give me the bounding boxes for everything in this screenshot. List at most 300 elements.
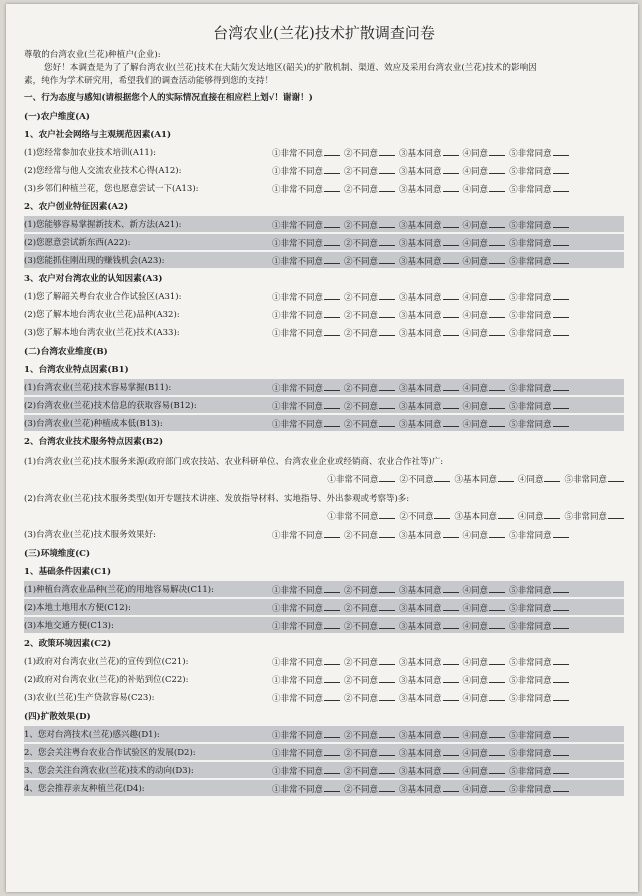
rating-option-label: ③基本同意 [399,220,442,231]
rating-option-4[interactable] [463,381,506,394]
rating-option-3[interactable] [399,583,459,596]
rating-option-label: ⑤非常同意 [509,401,552,412]
answer-blank[interactable] [489,164,505,174]
answer-blank[interactable] [379,399,395,409]
rating-option-4[interactable] [463,399,506,412]
rating-option-2[interactable] [344,254,395,267]
answer-blank[interactable] [443,182,459,192]
answer-blank[interactable] [324,691,340,701]
rating-option-label: ①非常不同意 [327,511,379,522]
rating-option-1[interactable] [272,326,340,339]
rating-option-label: ④同意 [462,748,489,759]
question-label: (2)政府对台湾农业(兰花)的补贴到位(C22): [24,675,189,685]
rating-option-3[interactable] [399,601,459,614]
rating-option-2[interactable] [344,528,395,541]
rating-scale [272,399,569,412]
answer-blank[interactable] [324,182,340,192]
answer-blank[interactable] [379,764,395,774]
question-row [24,762,624,778]
rating-option-1[interactable] [272,782,340,795]
answer-blank[interactable] [553,182,569,192]
question-label: 3、您会关注台湾农业(兰花)技术的动向(D3): [24,766,194,776]
rating-option-1[interactable] [272,399,340,412]
answer-blank[interactable] [553,399,569,409]
rating-option-5[interactable] [509,236,569,249]
answer-blank[interactable] [379,146,395,156]
answer-blank[interactable] [379,655,395,665]
rating-option-3[interactable] [399,673,459,686]
rating-option-2[interactable] [344,782,395,795]
question-row [24,288,624,304]
rating-option-2[interactable] [344,326,395,339]
rating-option-5[interactable] [509,673,569,686]
rating-option-5[interactable] [509,619,569,632]
rating-option-1[interactable] [272,381,340,394]
answer-blank[interactable] [489,728,505,738]
answer-blank[interactable] [608,472,624,482]
answer-blank[interactable] [443,619,459,629]
answer-blank[interactable] [553,254,569,264]
answer-blank[interactable] [379,782,395,792]
rating-option-2[interactable] [344,655,395,668]
answer-blank[interactable] [443,655,459,665]
rating-option-4[interactable] [463,326,506,339]
rating-option-4[interactable] [463,218,506,231]
answer-blank[interactable] [489,182,505,192]
rating-option-4[interactable] [518,472,561,485]
rating-option-4[interactable] [463,308,506,321]
rating-option-4[interactable] [463,728,506,741]
answer-blank[interactable] [489,146,505,156]
b1-rows [24,379,624,431]
rating-option-5[interactable] [509,326,569,339]
answer-blank[interactable] [489,782,505,792]
rating-option-5[interactable] [509,182,569,195]
answer-blank[interactable] [553,746,569,756]
answer-blank[interactable] [553,619,569,629]
rating-option-5[interactable] [509,728,569,741]
rating-option-label: ⑤非常同意 [509,784,552,795]
answer-blank[interactable] [379,528,395,538]
answer-blank[interactable] [498,509,514,519]
answer-blank[interactable] [443,746,459,756]
answer-blank[interactable] [434,472,450,482]
rating-option-label: ④同意 [462,383,489,394]
answer-blank[interactable] [489,381,505,391]
rating-option-4[interactable] [463,673,506,686]
rating-option-2[interactable] [399,472,450,485]
rating-option-1[interactable] [272,746,340,759]
answer-blank[interactable] [379,308,395,318]
rating-option-label: ④同意 [517,474,544,485]
answer-blank[interactable] [379,164,395,174]
rating-option-3[interactable] [454,472,514,485]
answer-blank[interactable] [379,728,395,738]
rating-option-5[interactable] [509,381,569,394]
answer-blank[interactable] [379,601,395,611]
rating-option-label: ③基本同意 [399,166,442,177]
rating-option-3[interactable] [399,746,459,759]
answer-blank[interactable] [553,417,569,427]
questionnaire-content [24,22,624,798]
rating-option-2[interactable] [344,746,395,759]
answer-blank[interactable] [379,290,395,300]
rating-option-2[interactable] [344,691,395,704]
answer-blank[interactable] [443,764,459,774]
answer-blank[interactable] [324,254,340,264]
rating-option-1[interactable] [327,509,395,522]
answer-blank[interactable] [324,764,340,774]
answer-blank[interactable] [324,308,340,318]
rating-option-label: ④同意 [462,675,489,686]
rating-option-1[interactable] [272,619,340,632]
answer-blank[interactable] [324,673,340,683]
answer-blank[interactable] [489,601,505,611]
rating-option-label: ⑤非常同意 [509,310,552,321]
answer-blank[interactable] [443,254,459,264]
answer-blank[interactable] [553,290,569,300]
answer-blank[interactable] [553,218,569,228]
answer-blank[interactable] [489,218,505,228]
rating-option-1[interactable] [327,472,395,485]
rating-option-2[interactable] [344,218,395,231]
question-label: (1)台湾农业(兰花)技术容易掌握(B11): [24,383,172,393]
rating-scale [272,619,569,632]
rating-option-2[interactable] [344,399,395,412]
rating-option-5[interactable] [509,290,569,303]
rating-option-5[interactable] [509,655,569,668]
rating-option-label: ⑤非常同意 [509,748,552,759]
rating-option-1[interactable] [272,655,340,668]
rating-option-label: ①非常不同意 [272,256,324,267]
rating-option-3[interactable] [399,236,459,249]
rating-option-1[interactable] [272,764,340,777]
rating-option-label: ①非常不同意 [272,310,324,321]
rating-option-label: ④同意 [462,530,489,541]
rating-option-4[interactable] [463,782,506,795]
rating-option-4[interactable] [463,164,506,177]
rating-option-4[interactable] [463,146,506,159]
rating-option-label: ②不同意 [344,675,379,686]
rating-option-label: ①非常不同意 [272,328,324,339]
rating-option-5[interactable] [564,472,624,485]
answer-blank[interactable] [553,528,569,538]
rating-option-1[interactable] [272,254,340,267]
answer-blank[interactable] [324,601,340,611]
answer-blank[interactable] [324,619,340,629]
answer-blank[interactable] [324,326,340,336]
answer-blank[interactable] [379,509,395,519]
rating-option-3[interactable] [399,528,459,541]
rating-option-4[interactable] [463,182,506,195]
answer-blank[interactable] [443,164,459,174]
rating-option-5[interactable] [509,764,569,777]
answer-blank[interactable] [379,472,395,482]
answer-blank[interactable] [443,583,459,593]
answer-blank[interactable] [379,326,395,336]
answer-blank[interactable] [489,764,505,774]
rating-option-2[interactable] [399,509,450,522]
rating-option-4[interactable] [463,746,506,759]
rating-option-3[interactable] [399,764,459,777]
rating-option-2[interactable] [344,182,395,195]
rating-option-label: ③基本同意 [454,511,497,522]
rating-option-4[interactable] [463,691,506,704]
answer-blank[interactable] [379,381,395,391]
rating-option-3[interactable] [399,308,459,321]
rating-option-1[interactable] [272,290,340,303]
rating-option-4[interactable] [463,254,506,267]
answer-blank[interactable] [553,691,569,701]
answer-blank[interactable] [553,164,569,174]
answer-blank[interactable] [443,601,459,611]
answer-blank[interactable] [324,782,340,792]
part1-title: 一、行为态度与感知(请根据您个人的实际情况直接在相应栏上划√！谢谢！) [24,93,313,103]
answer-blank[interactable] [489,583,505,593]
answer-blank[interactable] [489,691,505,701]
rating-option-2[interactable] [344,164,395,177]
rating-option-1[interactable] [272,308,340,321]
answer-blank[interactable] [443,691,459,701]
answer-blank[interactable] [434,509,450,519]
rating-option-5[interactable] [509,691,569,704]
rating-option-3[interactable] [399,691,459,704]
rating-option-1[interactable] [272,236,340,249]
rating-option-4[interactable] [463,417,506,430]
rating-option-3[interactable] [399,728,459,741]
rating-option-label: ①非常不同意 [272,730,324,741]
answer-blank[interactable] [379,236,395,246]
rating-option-1[interactable] [272,218,340,231]
rating-option-3[interactable] [399,417,459,430]
answer-blank[interactable] [443,381,459,391]
question-row [24,162,624,178]
rating-option-3[interactable] [399,399,459,412]
rating-option-3[interactable] [454,509,514,522]
rating-option-2[interactable] [344,619,395,632]
greeting: 尊敬的台湾农业(兰花)种植户(企业): [24,50,161,60]
answer-blank[interactable] [443,326,459,336]
answer-blank[interactable] [553,764,569,774]
answer-blank[interactable] [324,583,340,593]
question-label: 1、您对台湾技术(兰花)感兴趣(D1): [24,730,160,740]
answer-blank[interactable] [489,236,505,246]
rating-option-3[interactable] [399,164,459,177]
answer-blank[interactable] [489,619,505,629]
answer-blank[interactable] [379,254,395,264]
answer-blank[interactable] [544,472,560,482]
answer-blank[interactable] [324,746,340,756]
answer-blank[interactable] [553,673,569,683]
question-label: (1)种植台湾农业品种(兰花)的用地容易解决(C11): [24,585,214,595]
answer-blank[interactable] [489,655,505,665]
rating-option-1[interactable] [272,528,340,541]
answer-blank[interactable] [544,509,560,519]
rating-option-2[interactable] [344,146,395,159]
answer-blank[interactable] [553,381,569,391]
question-row [24,234,624,250]
answer-blank[interactable] [443,236,459,246]
rating-option-1[interactable] [272,601,340,614]
answer-blank[interactable] [489,417,505,427]
answer-blank[interactable] [443,417,459,427]
answer-blank[interactable] [324,381,340,391]
answer-blank[interactable] [324,290,340,300]
answer-blank[interactable] [379,417,395,427]
rating-option-3[interactable] [399,182,459,195]
answer-blank[interactable] [553,728,569,738]
rating-option-4[interactable] [463,290,506,303]
rating-option-label: ③基本同意 [399,328,442,339]
rating-option-3[interactable] [399,254,459,267]
rating-option-5[interactable] [509,417,569,430]
rating-option-1[interactable] [272,164,340,177]
rating-option-2[interactable] [344,583,395,596]
rating-option-2[interactable] [344,601,395,614]
rating-option-5[interactable] [509,218,569,231]
rating-option-2[interactable] [344,308,395,321]
rating-option-5[interactable] [509,583,569,596]
answer-blank[interactable] [553,308,569,318]
answer-blank[interactable] [489,308,505,318]
answer-blank[interactable] [443,146,459,156]
answer-blank[interactable] [489,326,505,336]
answer-blank[interactable] [379,746,395,756]
answer-blank[interactable] [324,655,340,665]
answer-blank[interactable] [379,691,395,701]
answer-blank[interactable] [553,782,569,792]
answer-blank[interactable] [553,326,569,336]
question-label: (3)台湾农业(兰花)种植成本低(B13): [24,419,163,429]
answer-blank[interactable] [489,399,505,409]
rating-option-4[interactable] [463,655,506,668]
answer-blank[interactable] [608,509,624,519]
rating-option-4[interactable] [518,509,561,522]
rating-option-2[interactable] [344,764,395,777]
answer-blank[interactable] [324,728,340,738]
rating-option-3[interactable] [399,290,459,303]
rating-option-5[interactable] [509,601,569,614]
rating-option-3[interactable] [399,218,459,231]
answer-blank[interactable] [443,782,459,792]
rating-option-1[interactable] [272,728,340,741]
answer-blank[interactable] [324,417,340,427]
answer-blank[interactable] [443,308,459,318]
answer-blank[interactable] [324,528,340,538]
rating-option-1[interactable] [272,417,340,430]
answer-blank[interactable] [553,146,569,156]
rating-option-4[interactable] [463,583,506,596]
answer-blank[interactable] [553,236,569,246]
rating-option-label: ②不同意 [344,748,379,759]
rating-option-5[interactable] [509,528,569,541]
rating-option-5[interactable] [509,254,569,267]
rating-option-4[interactable] [463,764,506,777]
rating-option-5[interactable] [509,308,569,321]
answer-blank[interactable] [379,619,395,629]
question-row [24,671,624,687]
answer-blank[interactable] [379,583,395,593]
answer-blank[interactable] [443,728,459,738]
rating-option-1[interactable] [272,182,340,195]
answer-blank[interactable] [489,673,505,683]
rating-option-5[interactable] [509,782,569,795]
rating-option-2[interactable] [344,236,395,249]
answer-blank[interactable] [553,601,569,611]
answer-blank[interactable] [324,218,340,228]
rating-option-2[interactable] [344,673,395,686]
answer-blank[interactable] [379,218,395,228]
answer-blank[interactable] [443,399,459,409]
rating-option-1[interactable] [272,583,340,596]
rating-option-4[interactable] [463,528,506,541]
answer-blank[interactable] [553,583,569,593]
rating-option-3[interactable] [399,782,459,795]
answer-blank[interactable] [489,746,505,756]
question-row [24,144,624,160]
rating-option-3[interactable] [399,146,459,159]
answer-blank[interactable] [443,290,459,300]
answer-blank[interactable] [379,182,395,192]
rating-option-1[interactable] [272,673,340,686]
rating-option-1[interactable] [272,691,340,704]
answer-blank[interactable] [324,236,340,246]
rating-option-5[interactable] [509,399,569,412]
b2-question-1: (1)台湾农业(兰花)技术服务来源(政府部门或农技站、农业科研单位、台湾农业企业或经销商、农业合作社等)广: [24,457,444,467]
rating-option-3[interactable] [399,326,459,339]
answer-blank[interactable] [379,673,395,683]
question-row [24,379,624,395]
rating-option-4[interactable] [463,601,506,614]
rating-scale [272,782,569,795]
answer-blank[interactable] [498,472,514,482]
rating-option-label: ⑤非常同意 [509,419,552,430]
rating-option-label: ④同意 [462,401,489,412]
rating-option-5[interactable] [509,146,569,159]
rating-option-label: ⑤非常同意 [509,766,552,777]
rating-option-2[interactable] [344,728,395,741]
rating-option-2[interactable] [344,290,395,303]
rating-option-2[interactable] [344,381,395,394]
rating-option-label: ③基本同意 [399,603,442,614]
answer-blank[interactable] [443,673,459,683]
answer-blank[interactable] [443,528,459,538]
answer-blank[interactable] [489,290,505,300]
answer-blank[interactable] [324,164,340,174]
d-rows [24,726,624,796]
answer-blank[interactable] [489,254,505,264]
rating-option-4[interactable] [463,619,506,632]
rating-option-label: ②不同意 [344,419,379,430]
answer-blank[interactable] [324,399,340,409]
rating-option-5[interactable] [509,164,569,177]
answer-blank[interactable] [553,655,569,665]
rating-option-label: ③基本同意 [454,474,497,485]
rating-option-3[interactable] [399,381,459,394]
rating-option-4[interactable] [463,236,506,249]
rating-option-1[interactable] [272,146,340,159]
answer-blank[interactable] [489,528,505,538]
rating-option-5[interactable] [564,509,624,522]
answer-blank[interactable] [443,218,459,228]
rating-option-2[interactable] [344,417,395,430]
rating-option-3[interactable] [399,655,459,668]
answer-blank[interactable] [324,146,340,156]
rating-option-5[interactable] [509,746,569,759]
rating-option-label: ②不同意 [344,238,379,249]
dimension-a-title: (一)农户维度(A) [24,112,90,122]
rating-option-3[interactable] [399,619,459,632]
